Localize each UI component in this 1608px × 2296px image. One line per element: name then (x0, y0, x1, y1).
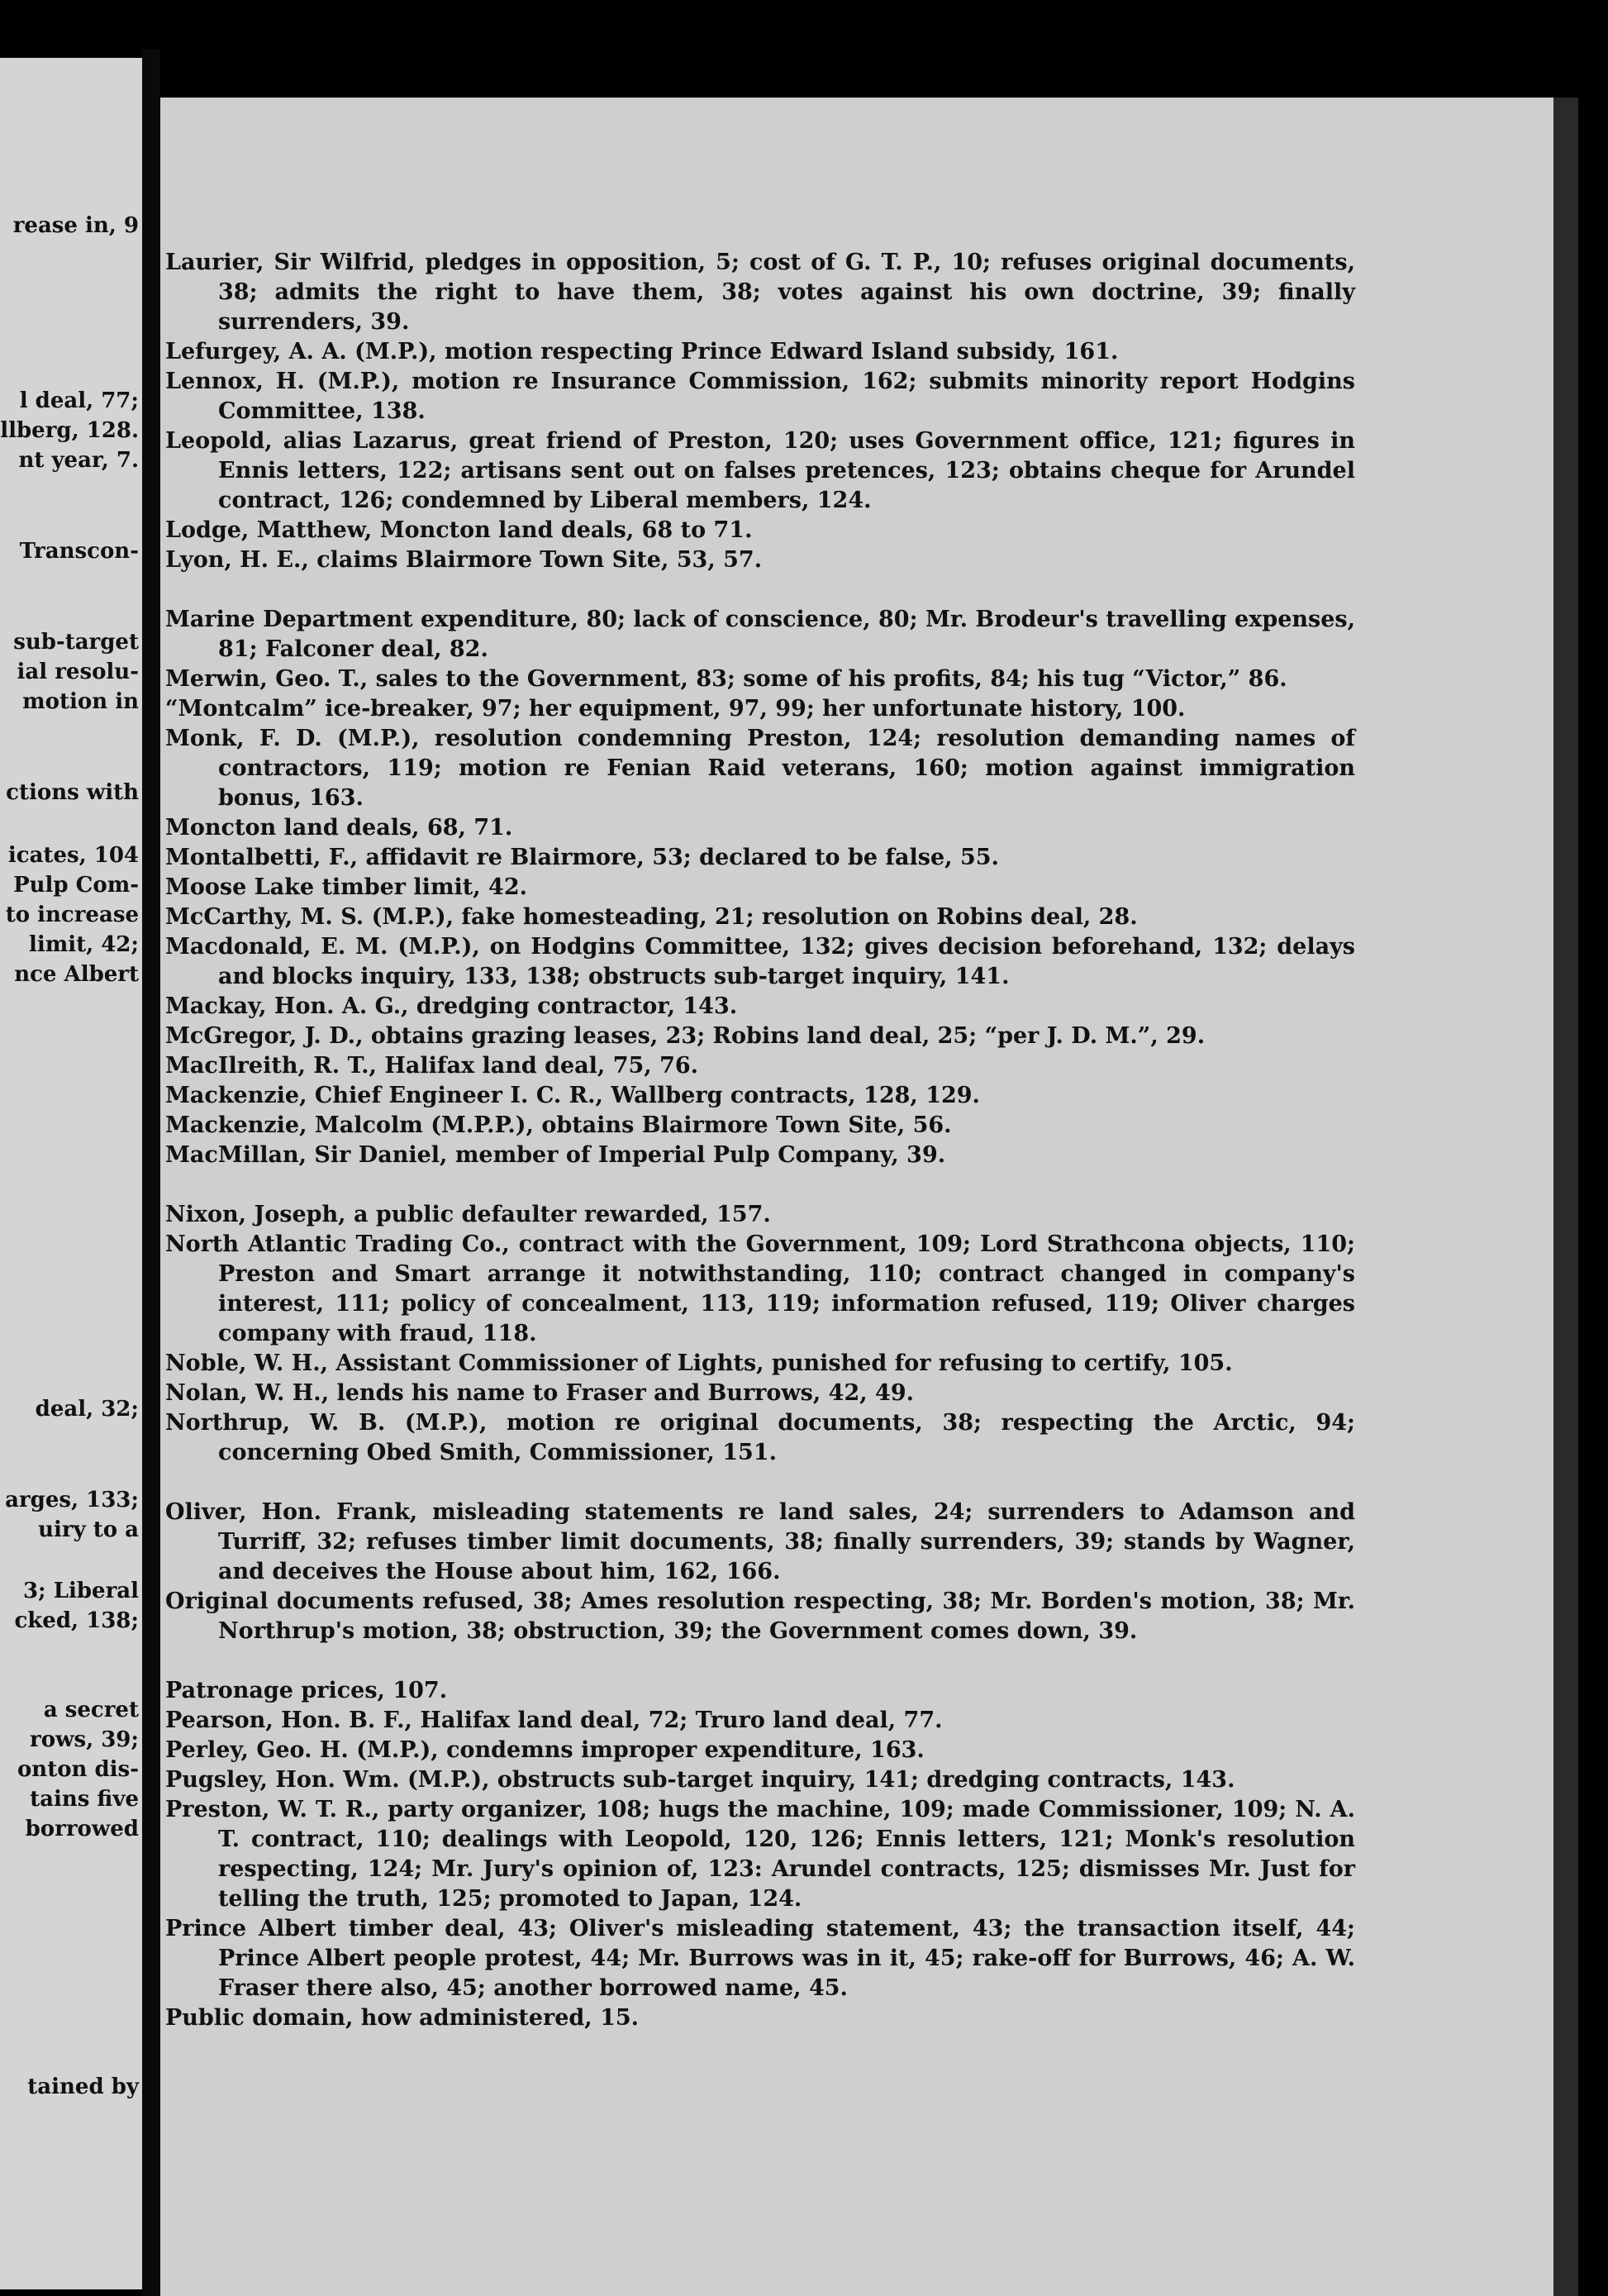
facing-page-text-fragment: deal, 32; (35, 1397, 139, 1422)
index-entry: Montalbetti, F., affidavit re Blairmore, 53; declared to be false, 55. (165, 845, 999, 870)
facing-page-text-fragment: rows, 39; (30, 1727, 139, 1752)
index-entry: Perley, Geo. H. (M.P.), condemns improper expenditure, 163. (165, 1737, 925, 1763)
index-entry: “Montcalm” ice-breaker, 97; her equipment, 97, 99; her unfortunate history, 100. (165, 696, 1186, 722)
page-edge-shadow (1553, 98, 1578, 2296)
index-entry: Patronage prices, 107. (165, 1678, 448, 1703)
index-entry: Lefurgey, A. A. (M.P.), motion respecting Prince Edward Island subsidy, 161. (165, 339, 1119, 364)
facing-page-text-fragment: borrowed (25, 1817, 139, 1841)
facing-page-text-fragment: limit, 42; (28, 932, 139, 957)
index-entry: Pugsley, Hon. Wm. (M.P.), obstructs sub-target inquiry, 141; dredging contracts, 143. (165, 1767, 1235, 1793)
index-entry: Pearson, Hon. B. F., Halifax land deal, 72; Truro land deal, 77. (165, 1708, 943, 1733)
facing-page-text-fragment: rease in, 9 (12, 213, 139, 238)
index-entry: Mackay, Hon. A. G., dredging contractor, 143. (165, 993, 738, 1019)
index-entry: Monk, F. D. (M.P.), resolution condemning Preston, 124; resolution demanding names of contractors, 119; motion re Fenian Raid veterans, 160; motion against immigration bonus, 163. (165, 726, 1355, 811)
index-entry: Merwin, Geo. T., sales to the Government, 83; some of his profits, 84; his tug “Victor,” 86. (165, 666, 1287, 692)
page-gutter (142, 50, 160, 2296)
index-entry: Macdonald, E. M. (M.P.), on Hodgins Committee, 132; gives decision beforehand, 132; delays and blocks inquiry, 133, 138; obstructs sub-target inquiry, 141. (165, 934, 1355, 989)
index-entry: Mackenzie, Chief Engineer I. C. R., Wallberg contracts, 128, 129. (165, 1083, 980, 1108)
index-entry: McGregor, J. D., obtains grazing leases, 23; Robins land deal, 25; “per J. D. M.”, 29. (165, 1023, 1206, 1049)
facing-page-text-fragment: onton dis- (17, 1757, 139, 1782)
letter-group-spacer (165, 1468, 1355, 1498)
index-entry: Moncton land deals, 68, 71. (165, 815, 513, 841)
facing-page-text-fragment: nt year, 7. (18, 448, 139, 473)
index-entry: Preston, W. T. R., party organizer, 108; hugs the machine, 109; made Commissioner, 109; N. A. T. contract, 110; dealings with Leopold, 120, 126; Ennis letters, 121; Monk's resolution respecting, 124; Mr. Jury's opinion of, 123: Arundel contracts, 125; dismisses Mr. Just for telling the truth, 125; promoted to Japan, 124. (165, 1797, 1355, 1912)
index-entry: MacIlreith, R. T., Halifax land deal, 75, 76. (165, 1053, 699, 1079)
facing-page-text-fragment: icates, 104 (7, 843, 139, 868)
index-entry: McCarthy, M. S. (M.P.), fake homesteading, 21; resolution on Robins deal, 28. (165, 904, 1138, 930)
facing-page-text-fragment: cked, 138; (14, 1608, 139, 1633)
facing-page-text-fragment: ial resolu- (17, 660, 139, 684)
facing-page-text-fragment: 3; Liberal (22, 1579, 139, 1603)
facing-page-fragment (0, 58, 142, 2289)
index-entry: MacMillan, Sir Daniel, member of Imperial Pulp Company, 39. (165, 1142, 946, 1168)
facing-page-text-fragment: uiry to a (38, 1517, 139, 1542)
index-entry: North Atlantic Trading Co., contract with the Government, 109; Lord Strathcona objects, 110; Preston and Smart arrange it notwithstanding, 110; contract changed in company's interest, 111; policy of concealment, 113, 119; information refused, 119; Oliver charges company with fraud, 118. (165, 1231, 1355, 1346)
index-entry: Mackenzie, Malcolm (M.P.P.), obtains Blairmore Town Site, 56. (165, 1112, 952, 1138)
facing-page-text-fragment: to increase (5, 903, 139, 927)
index-entry: Nixon, Joseph, a public defaulter rewarded, 157. (165, 1202, 771, 1227)
index-entry: Lodge, Matthew, Moncton land deals, 68 to 71. (165, 517, 753, 543)
index-entry: Marine Department expenditure, 80; lack of conscience, 80; Mr. Brodeur's travelling expenses, 81; Falconer deal, 82. (165, 607, 1355, 662)
index-entry: Laurier, Sir Wilfrid, pledges in opposition, 5; cost of G. T. P., 10; refuses original documents, 38; admits the right to have them, 38; votes against his own doctrine, 39; finally surrenders, 39. (165, 250, 1355, 335)
index-entry: Moose Lake timber limit, 42. (165, 874, 528, 900)
index-entries (165, 248, 1355, 2033)
index-entry: Prince Albert timber deal, 43; Oliver's misleading statement, 43; the transaction itself, 44; Prince Albert people protest, 44; Mr. Burrows was in it, 45; rake-off for Burrows, 46; A. W. Fraser there also, 45; another borrowed name, 45. (165, 1916, 1355, 2001)
letter-group-spacer (165, 575, 1355, 605)
letter-group-spacer (165, 1170, 1355, 1200)
letter-group-spacer (165, 1646, 1355, 1676)
facing-page-text-fragment: motion in (22, 689, 139, 714)
index-entry: Nolan, W. H., lends his name to Fraser and Burrows, 42, 49. (165, 1380, 915, 1406)
index-entry: Original documents refused, 38; Ames resolution respecting, 38; Mr. Borden's motion, 38; Mr. Northrup's motion, 38; obstruction, 39; the Government comes down, 39. (165, 1589, 1355, 1644)
facing-page-text-fragment: llberg, 128. (0, 418, 139, 443)
index-entry: Lennox, H. (M.P.), motion re Insurance Commission, 162; submits minority report Hodgins Committee, 138. (165, 369, 1355, 424)
facing-page-text-fragment: sub-target (13, 630, 139, 655)
facing-page-text-fragment: arges, 133; (5, 1488, 139, 1512)
index-entry: Public domain, how administered, 15. (165, 2005, 640, 2031)
facing-page-text-fragment: a secret (43, 1698, 139, 1722)
facing-page-text-fragment: l deal, 77; (19, 388, 139, 413)
index-entry: Oliver, Hon. Frank, misleading statements re land sales, 24; surrenders to Adamson and Turriff, 32; refuses timber limit documents, 38; finally surrenders, 39; stands by Wagner, and deceives the House about him, 162, 166. (165, 1499, 1355, 1584)
facing-page-text-fragment: nce Albert (14, 962, 139, 987)
facing-page-text-fragment: Transcon- (19, 539, 139, 564)
facing-page-text-fragment: ctions with (6, 780, 139, 805)
index-entry: Lyon, H. E., claims Blairmore Town Site, 53, 57. (165, 547, 763, 573)
facing-page-text-fragment: Pulp Com- (13, 873, 139, 898)
facing-page-text-fragment: tains five (30, 1787, 139, 1812)
index-entry: Noble, W. H., Assistant Commissioner of Lights, punished for refusing to certify, 105. (165, 1350, 1233, 1376)
facing-page-text-fragment: tained by (27, 2074, 139, 2099)
index-entry: Northrup, W. B. (M.P.), motion re original documents, 38; respecting the Arctic, 94; concerning Obed Smith, Commissioner, 151. (165, 1410, 1355, 1465)
index-entry: Leopold, alias Lazarus, great friend of Preston, 120; uses Government office, 121; figures in Ennis letters, 122; artisans sent out on falses pretences, 123; obtains cheque for Arundel contract, 126; condemned by Liberal members, 124. (165, 428, 1355, 513)
